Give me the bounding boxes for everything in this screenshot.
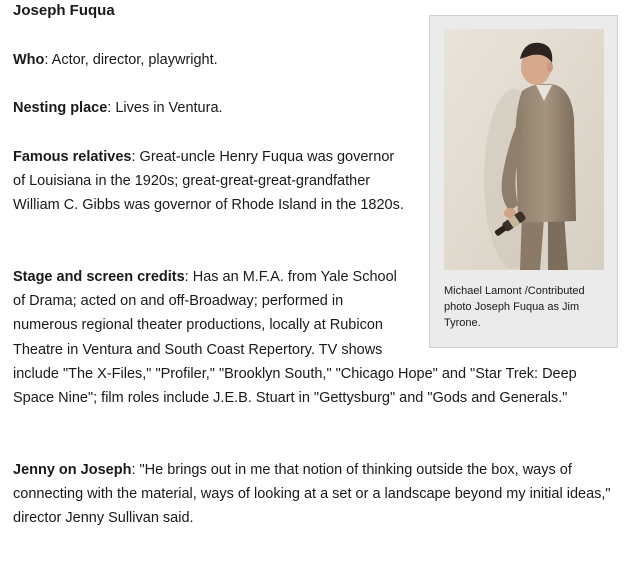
relatives-label: Famous relatives	[13, 149, 132, 165]
who-text: : Actor, director, playwright.	[44, 52, 218, 68]
relatives-paragraph	[13, 145, 408, 218]
nesting-label: Nesting place	[13, 100, 108, 116]
credits-label: Stage and screen credits	[13, 269, 185, 285]
who-paragraph	[13, 48, 313, 72]
relatives-text: : Great-uncle Henry Fuqua was governor of Louisiana in the 1920s; great-great-great-grandfather William C. Gibbs was governor of Rhode Island in the 1820s.	[13, 149, 404, 214]
photo-caption: Michael Lamont /Contributed photo Joseph Fuqua as Jim Tyrone.	[444, 285, 585, 329]
article-title: Joseph Fuqua	[13, 2, 115, 19]
portrait-photo	[444, 29, 604, 270]
jenny-text: : "He brings out in me that notion of thinking outside the box, ways of connecting with the material, ways of looking at a set or a landscape beyond my initial ideas," director Jenny Sullivan said.	[13, 462, 611, 527]
jenny-paragraph	[13, 458, 618, 531]
credits-text: : Has an M.F.A. from Yale School of Drama; acted on and off-Broadway; performed in numerous regional theater productions, locally at Rubicon Theatre in Ventura and South Coast Repertory. TV shows include "The X-Files," "Profiler," "Brooklyn South," "Chicago Hope" and "Star Trek: Deep Space Nine"; film roles include J.E.B. Stuart in "Gettysburg" and "Gods and Generals."	[13, 269, 577, 407]
jenny-label: Jenny on Joseph	[13, 462, 132, 478]
nesting-paragraph	[13, 96, 313, 120]
nesting-text: : Lives in Ventura.	[107, 100, 223, 116]
photo-figure	[429, 15, 618, 348]
who-label: Who	[13, 52, 45, 68]
